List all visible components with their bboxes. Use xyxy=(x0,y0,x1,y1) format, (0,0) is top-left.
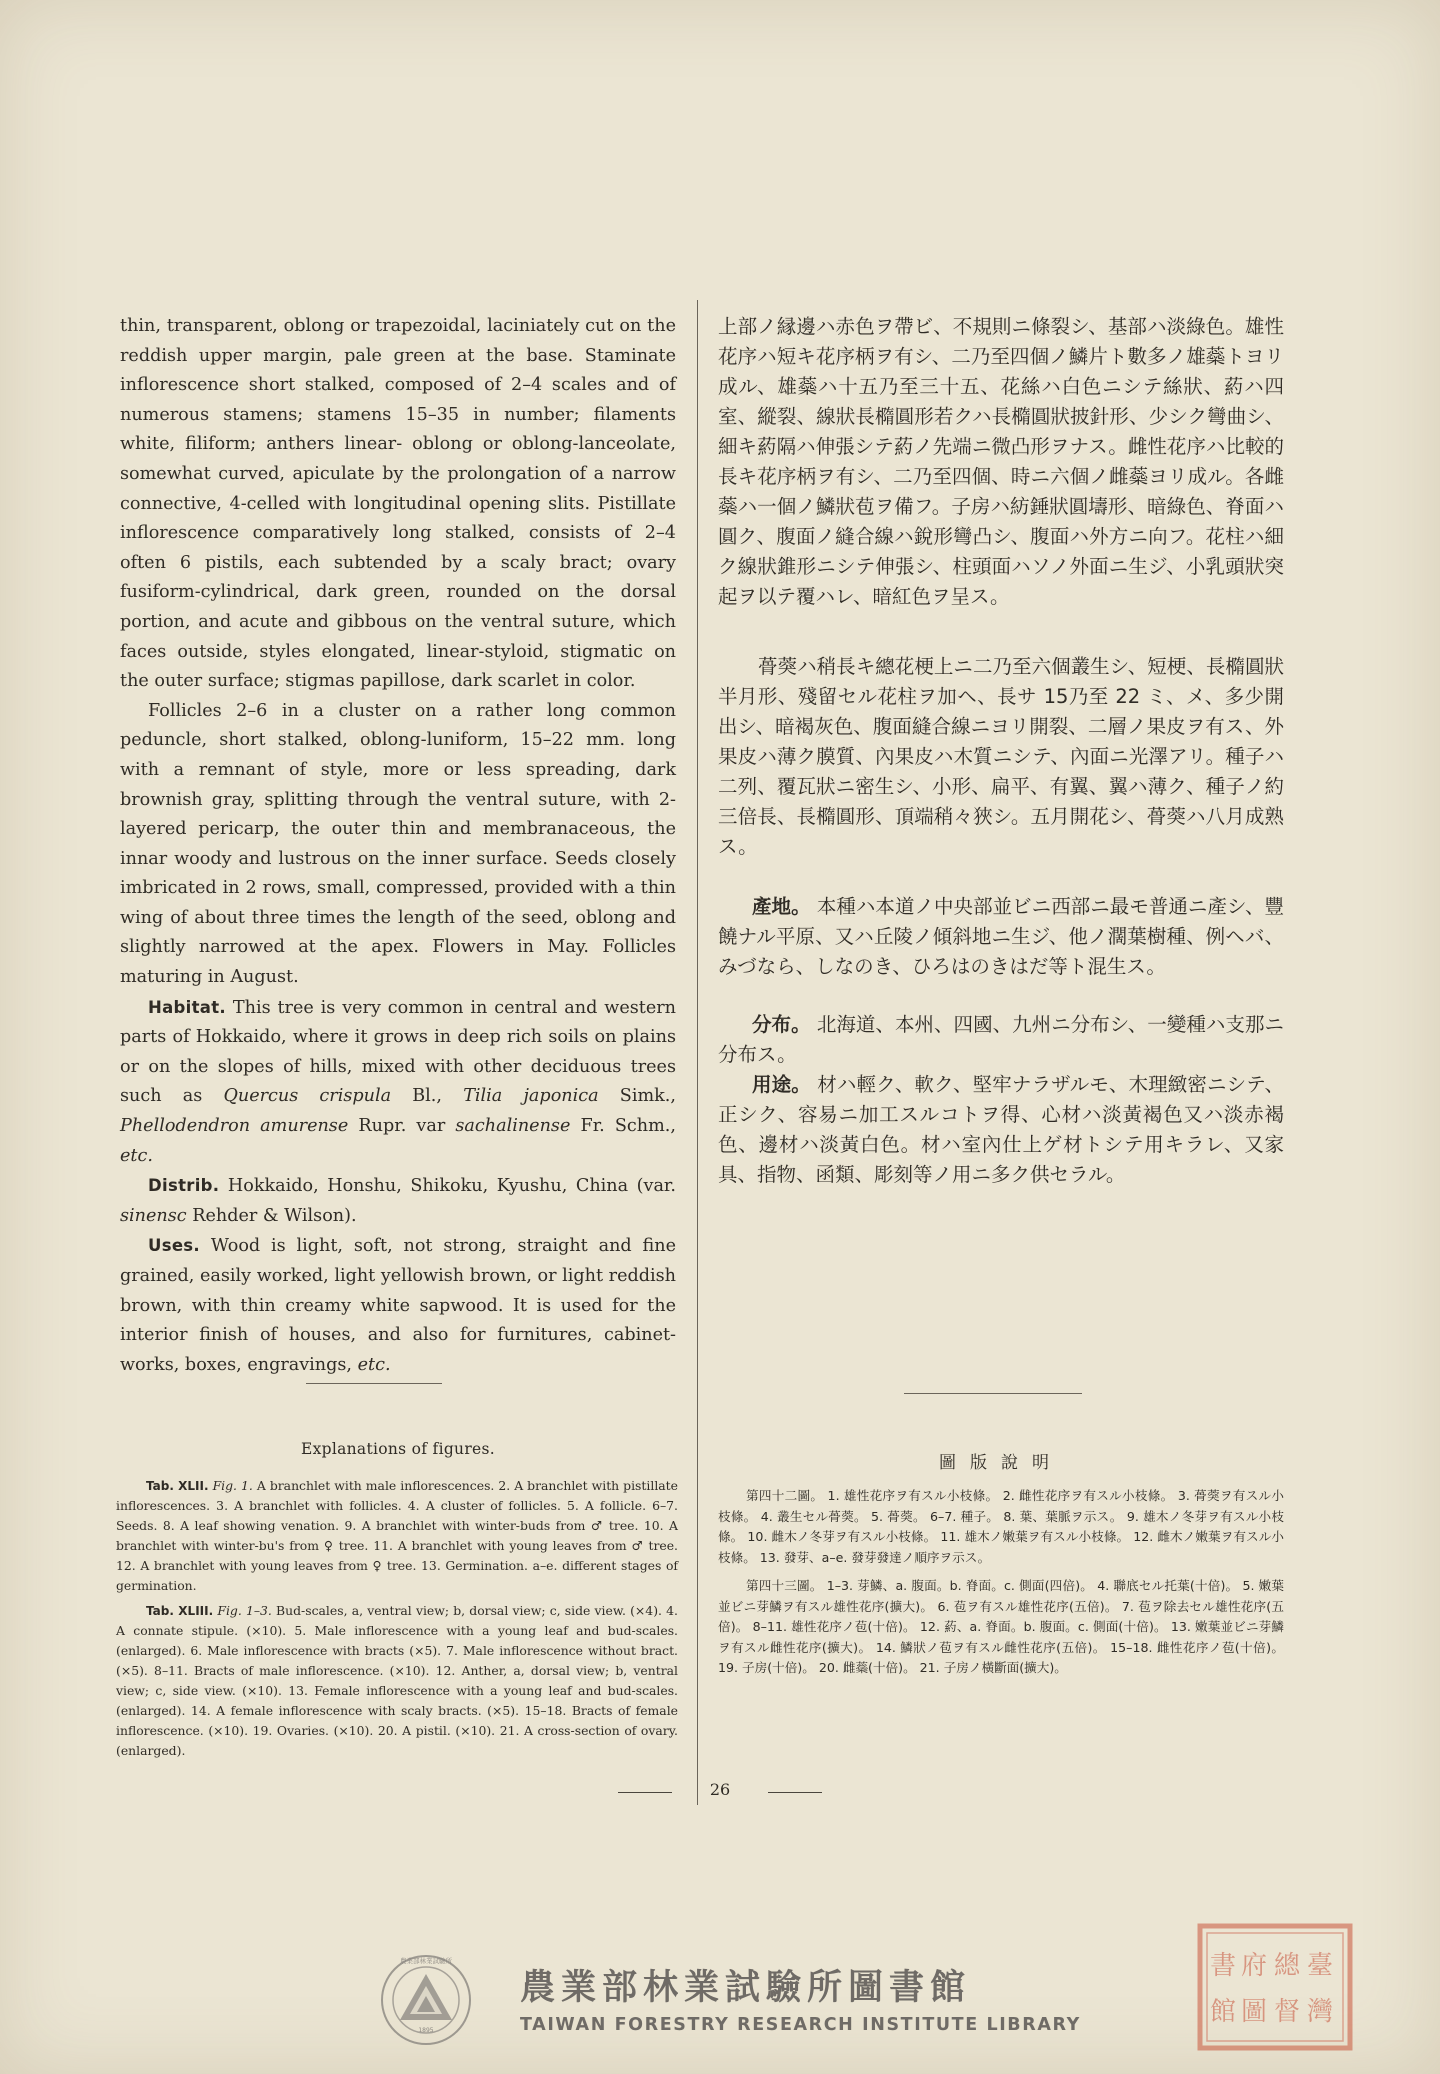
distribution-label: Distrib. xyxy=(148,1176,220,1196)
right-section-divider xyxy=(904,1393,1082,1394)
tab43-explanation: Tab. XLIII. Fig. 1–3. Bud-scales, a, ventral view; b, dorsal view; c, side view. (×4). 4. A connate stipule. (×10). 5. Male inflorescence with a young leaf and bud-scales. (enlarged). 6. Male inflorescence with bracts (×5). 7. Male inflorescence without bract. (×5). 8–11. Bracts of male inflorescence. (×10). 12. Anther, a, dorsal view; b, ventral view; c, side view. (×10). 13. Female inflorescence with a young leaf and bud-scales. (enlarged). 14. A female inflorescence with scaly bracts. (×5). 15–18. Bracts of female inflorescence. (×10). 19. Ovaries. (×10). 20. A pistil. (×10). 21. A cross-section of ovary. (enlarged). xyxy=(116,1603,678,1758)
explanations-body xyxy=(116,1476,678,1766)
distribution-paragraph: Distrib. Hokkaido, Honshu, Shikoku, Kyushu, China (var. sinensc Rehder & Wilson). xyxy=(120,1176,676,1226)
seal-char: 館 xyxy=(1209,1997,1237,2027)
explanations-title: Explanations of figures. xyxy=(300,1440,496,1458)
jp-explanations-body xyxy=(718,1486,1284,1687)
uses-paragraph: Uses. Wood is light, soft, not strong, straight and fine grained, easily worked, light yellowish brown, or light reddish brown, with thin creamy white sapwood. It is used for the interior finish of houses, and also for furnitures, cabinet-works, boxes, engravings, etc. xyxy=(120,1236,676,1375)
column-divider xyxy=(697,300,698,1805)
follicles-paragraph: Follicles 2–6 in a cluster on a rather long common peduncle, short stalked, oblong-luniform, 15–22 mm. long with a remnant of style, more or less spreading, dark brownish gray, splitting through the ventral suture, with 2-layered pericarp, the outer thin and membranaceous, the innar woody and lustrous on the inner surface. Seeds closely imbricated in 2 rows, small, compressed, provided with a thin wing of about three times the length of the seed, oblong and slightly narrowed at the apex. Flowers in May. Follicles maturing in August. xyxy=(120,700,676,988)
japanese-description xyxy=(718,312,1284,1190)
jp-habitat-paragraph: 產地。 本種ハ本道ノ中央部並ビニ西部ニ最モ普通ニ產シ、豐饒ナル平原、又ハ丘陵ノ傾斜地ニ生ジ、他ノ濶葉樹種、例ヘバ、みづなら、しなのき、ひろはのきはだ等ト混生ス。 xyxy=(718,895,1284,978)
english-description xyxy=(120,312,676,1380)
seal-char: 圖 xyxy=(1240,1997,1268,2027)
seal-char: 臺 xyxy=(1306,1951,1334,1981)
page-number-dash-right xyxy=(768,1792,822,1793)
jp-tab42-explanation: 第四十二圖。 1. 雄性花序ヲ有スル小枝條。 2. 雌性花序ヲ有スル小枝條。 3. 蓇葖ヲ有スル小枝條。 4. 叢生セル蓇葖。 5. 蓇葖。 6–7. 種子。 8. 葉、葉脈ヲ示ス。 9. 雄木ノ冬芽ヲ有スル小枝條。 10. 雌木ノ冬芽ヲ有スル小枝條。 11. 雄木ノ嫩葉ヲ有スル小枝條。 12. 雌木ノ嫩葉ヲ有スル小枝條。 13. 發芽、a–e. 發芽發達ノ順序ヲ示ス。 xyxy=(718,1488,1284,1565)
seal-stamp-icon xyxy=(1196,1922,1354,2052)
seal-char: 督 xyxy=(1273,1997,1301,2027)
jp-tab43-explanation: 第四十三圖。 1–3. 芽鱗、a. 腹面。b. 脊面。c. 側面(四倍)。 4. 聯底セル托葉(十倍)。 5. 嫩葉並ビニ芽鱗ヲ有スル雄性花序(擴大)。 6. 苞ヲ有スル雄性花序(五倍)。 7. 苞ヲ除去セル雄性花序(五倍)。 8–11. 雄性花序ノ苞(十倍)。 12. 葯、a. 脊面。b. 腹面。c. 側面(十倍)。 13. 嫩葉並ビニ芽鱗ヲ有スル雌性花序(擴大)。 14. 鱗狀ノ苞ヲ有スル雌性花序(五倍)。 15–18. 雌性花序ノ苞(十倍)。 19. 子房(十倍)。 20. 雌蘂(十倍)。 21. 子房ノ橫斷面(擴大)。 xyxy=(718,1578,1284,1675)
library-logo-text: 農業部林業試驗所 xyxy=(400,1957,452,1965)
uses-label: Uses. xyxy=(148,1236,200,1256)
habitat-label: Habitat. xyxy=(148,997,226,1017)
jp-habitat-label: 產地。 xyxy=(752,895,811,918)
jp-uses-label: 用途。 xyxy=(752,1073,811,1096)
jp-distribution-label: 分布。 xyxy=(752,1013,811,1036)
library-logo-icon xyxy=(378,1952,474,2048)
seal-char: 府 xyxy=(1240,1951,1268,1981)
jp-uses-paragraph: 用途。 材ハ輕ク、軟ク、堅牢ナラザルモ、木理緻密ニシテ、正シク、容易ニ加工スルコトヲ得、心材ハ淡黃褐色又ハ淡赤褐色、邊材ハ淡黃白色。材ハ室內仕上ゲ材トシテ用キラレ、又家具、指物、函類、彫刻等ノ用ニ多ク供セラル。 xyxy=(718,1073,1284,1186)
left-section-divider xyxy=(306,1383,442,1384)
jp-description-paragraph: 上部ノ縁邊ハ赤色ヲ帶ビ、不規則ニ條裂シ、基部ハ淡綠色。雄性花序ハ短キ花序柄ヲ有シ、二乃至四個ノ鱗片ト數多ノ雄蘂トヨリ成ル、雄蘂ハ十五乃至三十五、花絲ハ白色ニシテ絲狀、葯ハ四室、縱裂、線狀長橢圓形若クハ長橢圓狀披針形、少シク彎曲シ、細キ葯隔ハ伸張シテ葯ノ先端ニ微凸形ヲナス。雌性花序ハ比較的長キ花序柄ヲ有シ、二乃至四個、時ニ六個ノ雌蘂ヨリ成ル。各雌蘂ハ一個ノ鱗狀苞ヲ備フ。子房ハ紡錘狀圓壔形、暗綠色、脊面ハ圓ク、腹面ノ縫合線ハ銳形彎凸シ、腹面ハ外方ニ向フ。花柱ハ細ク線狀錐形ニシテ伸張シ、柱頭面ハソノ外面ニ生ジ、小乳頭狀突起ヲ以テ覆ハレ、暗紅色ヲ呈ス。 xyxy=(718,315,1284,608)
tab42-explanation: Tab. XLII. Fig. 1. A branchlet with male inflorescences. 2. A branchlet with pistillate inflorescences. 3. A branchlet with follicles. 4. A cluster of follicles. 5. A follicle. 6–7. Seeds. 8. A leaf showing venation. 9. A branchlet with winter-buds from ♂ tree. 10. A branchlet with winter-bu's from ♀ tree. 11. A branchlet with young leaves from ♂ tree. 12. A branchlet with young leaves from ♀ tree. 13. Germination. a–e. different stages of germination. xyxy=(116,1478,678,1593)
library-name-chinese: 農業部林業試驗所圖書館 xyxy=(520,1968,972,2008)
description-paragraph: thin, transparent, oblong or trapezoidal, laciniately cut on the reddish upper margin, pale green at the base. Staminate inflorescence short stalked, composed of 2–4 scales and of numerous stamens; stamens 15–35 in number; filaments white, filiform; anthers linear- oblong or oblong-lanceolate, somewhat curved, apiculate by the prolongation of a narrow connective, 4-celled with longitudinal opening slits. Pistillate inflorescence comparatively long stalked, consists of 2–4 often 6 pistils, each subtended by a scaly bract; ovary fusiform-cylindrical, dark green, rounded on the dorsal portion, and acute and gibbous on the ventral suture, which faces outside, styles elongated, linear-styloid, stigmatic on the outer surface; stigmas papillose, dark scarlet in color. xyxy=(120,316,676,692)
jp-follicles-paragraph: 蓇葖ハ稍長キ總花梗上ニ二乃至六個叢生シ、短梗、長橢圓狀半月形、殘留セル花柱ヲ加ヘ、長サ 15乃至 22 ミ、メ、多少開出シ、暗褐灰色、腹面縫合線ニヨリ開裂、二層ノ果皮ヲ有ス、外果皮ハ薄ク膜質、內果皮ハ木質ニシテ、內面ニ光澤アリ。種子ハ二列、覆瓦狀ニ密生シ、小形、扁平、有翼、翼ハ薄ク、種子ノ約三倍長、長橢圓形、頂端稍々狹シ。五月開花シ、蓇葖ハ八月成熟ス。 xyxy=(718,655,1284,858)
library-name-english: TAIWAN FORESTRY RESEARCH INSTITUTE LIBRARY xyxy=(520,2015,1081,2035)
jp-explanations-title: 圖版說明 xyxy=(939,1453,1063,1473)
page-number-text: 26 xyxy=(709,1780,731,1799)
jp-distribution-paragraph: 分布。 北海道、本州、四國、九州ニ分布シ、一變種ハ支那ニ分布ス。 xyxy=(718,1013,1284,1066)
page-number xyxy=(600,1780,840,1804)
seal-char: 總 xyxy=(1273,1951,1301,1981)
habitat-paragraph: Habitat. This tree is very common in central and western parts of Hokkaido, where it grows in deep rich soils on plains or on the slopes of hills, mixed with other deciduous trees such as Quercus crispula Bl., Tilia japonica Simk., Phellodendron amurense Rupr. var sachalinense Fr. Schm., etc. xyxy=(120,997,676,1166)
seal-char: 書 xyxy=(1209,1951,1237,1981)
seal-char: 灣 xyxy=(1306,1997,1334,2027)
library-logo-year: 1895 xyxy=(418,2027,434,2034)
